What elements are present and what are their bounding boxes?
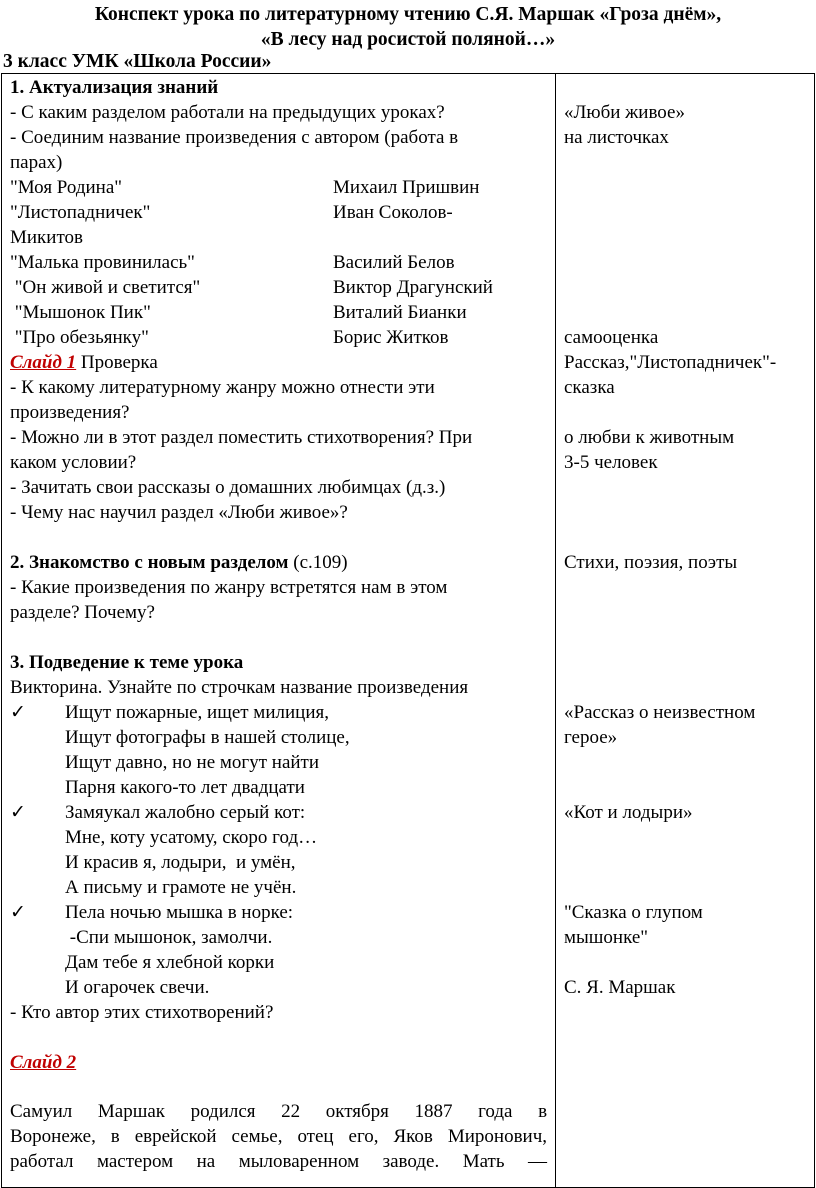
pair-work: "Про обезьянку" <box>10 327 149 348</box>
note-poetry: Стихи, поэзия, поэты <box>564 552 738 573</box>
section-3-heading: 3. Подведение к теме урока <box>10 652 244 673</box>
question-author: - Кто автор этих стихотворений? <box>10 1002 274 1023</box>
pair-author: Борис Житков <box>333 327 449 348</box>
section-2-question-line-2: разделе? Почему? <box>10 602 155 623</box>
question-poems-line-1: - Можно ли в этот раздел поместить стихотворения? При <box>10 427 473 448</box>
pair-author: Михаил Пришвин <box>333 177 480 198</box>
question-genre-line-2: произведения? <box>10 402 130 423</box>
question-taught: - Чему нас научил раздел «Люби живое»? <box>10 502 348 523</box>
document-title <box>0 2 816 52</box>
note-about-love: о любви к животным <box>564 427 735 448</box>
answer-3-line-1: "Сказка о глупом <box>564 902 703 923</box>
pair-work: "Моя Родина" <box>10 177 123 198</box>
note-self-assessment: самооценка <box>564 327 659 348</box>
pair-author: Иван Соколов- <box>333 202 453 223</box>
answer-author: С. Я. Маршак <box>564 977 676 998</box>
answer-1-line-1: «Рассказ о неизвестном <box>564 702 756 723</box>
question-match-line-2: парах) <box>10 152 63 173</box>
poem-line: Мне, коту усатому, скоро год… <box>65 827 318 848</box>
section-2-line <box>10 550 348 575</box>
answer-1-line-2: герое» <box>564 727 618 748</box>
pair-work: "Малька провинилась" <box>10 252 195 273</box>
checkmark-icon: ✓ <box>10 802 26 823</box>
slide-1-text: Проверка <box>76 352 158 373</box>
slide-2-label: Слайд 2 <box>10 1052 77 1073</box>
poem-line: И красив я, лодыри, и умён, <box>65 852 296 873</box>
note-story-genre: Рассказ,"Листопадничек"- <box>564 352 777 373</box>
pair-author: Виктор Драгунский <box>333 277 493 298</box>
class-subtitle: 3 класс УМК «Школа России» <box>3 51 272 72</box>
poem-line: Ищут фотографы в нашей столице, <box>65 727 350 748</box>
section-2-page: (с.109) <box>288 552 348 573</box>
poem-line: Ищут пожарные, ищет милиция, <box>65 702 329 723</box>
question-read-stories: - Зачитать свои рассказы о домашних любимцах (д.з.) <box>10 477 446 498</box>
pair-work: "Мышонок Пик" <box>10 302 151 323</box>
answer-3-line-2: мышонке" <box>564 927 649 948</box>
question-previous-section: - С каким разделом работали на предыдущих уроках? <box>10 102 445 123</box>
section-2-heading: 2. Знакомство с новым разделом <box>10 552 289 573</box>
poem-line: И огарочек свечи. <box>65 977 210 998</box>
slide-1-label: Слайд 1 <box>10 352 77 373</box>
note-on-leaves: на листочках <box>564 127 669 148</box>
column-divider <box>555 74 556 1187</box>
question-genre-line-1: - К какому литературному жанру можно отнести эти <box>10 377 435 398</box>
answer-2: «Кот и лодыри» <box>564 802 693 823</box>
checkmark-icon: ✓ <box>10 702 26 723</box>
note-fairy-tale: сказка <box>564 377 615 398</box>
pair-author: Василий Белов <box>333 252 455 273</box>
pair-work: "Он живой и светится" <box>10 277 201 298</box>
poem-line: -Спи мышонок, замолчи. <box>65 927 273 948</box>
title-line-2: «В лесу над росистой поляной…» <box>260 29 556 50</box>
question-poems-line-2: каком условии? <box>10 452 137 473</box>
bio-line: работал мастером на мыловаренном заводе. Мать — <box>10 1151 548 1172</box>
poem-line: Ищут давно, но не могут найти <box>65 752 320 773</box>
note-love-living: «Люби живое» <box>564 102 685 123</box>
pair-work: Микитов <box>10 227 83 248</box>
section-2-question-line-1: - Какие произведения по жанру встретятся нам в этом <box>10 577 448 598</box>
poem-line: Парня какого-то лет двадцати <box>65 777 305 798</box>
slide-1-line <box>10 350 158 375</box>
lesson-table <box>1 73 815 1188</box>
section-1-heading: 1. Актуализация знаний <box>10 77 219 98</box>
poem-line: Дам тебе я хлебной корки <box>65 952 275 973</box>
note-people-count: 3-5 человек <box>564 452 658 473</box>
pair-work: "Листопадничек" <box>10 202 151 223</box>
pair-author: Виталий Бианки <box>333 302 467 323</box>
title-line-1: Конспект урока по литературному чтению С.Я. Маршак «Гроза днём», <box>94 4 722 25</box>
slide-2-line <box>10 1050 76 1075</box>
question-match-line-1: - Соединим название произведения с автором (работа в <box>10 127 459 148</box>
poem-line: А письму и грамоте не учён. <box>65 877 297 898</box>
poem-line: Замяукал жалобно серый кот: <box>65 802 306 823</box>
bio-line: Самуил Маршак родился 22 октября 1887 года в <box>10 1101 548 1122</box>
poem-line: Пела ночью мышка в норке: <box>65 902 294 923</box>
quiz-intro: Викторина. Узнайте по строчкам название произведения <box>10 677 469 698</box>
checkmark-icon: ✓ <box>10 902 26 923</box>
bio-line: Воронеже, в еврейской семье, отец его, Яков Миронович, <box>10 1126 548 1147</box>
